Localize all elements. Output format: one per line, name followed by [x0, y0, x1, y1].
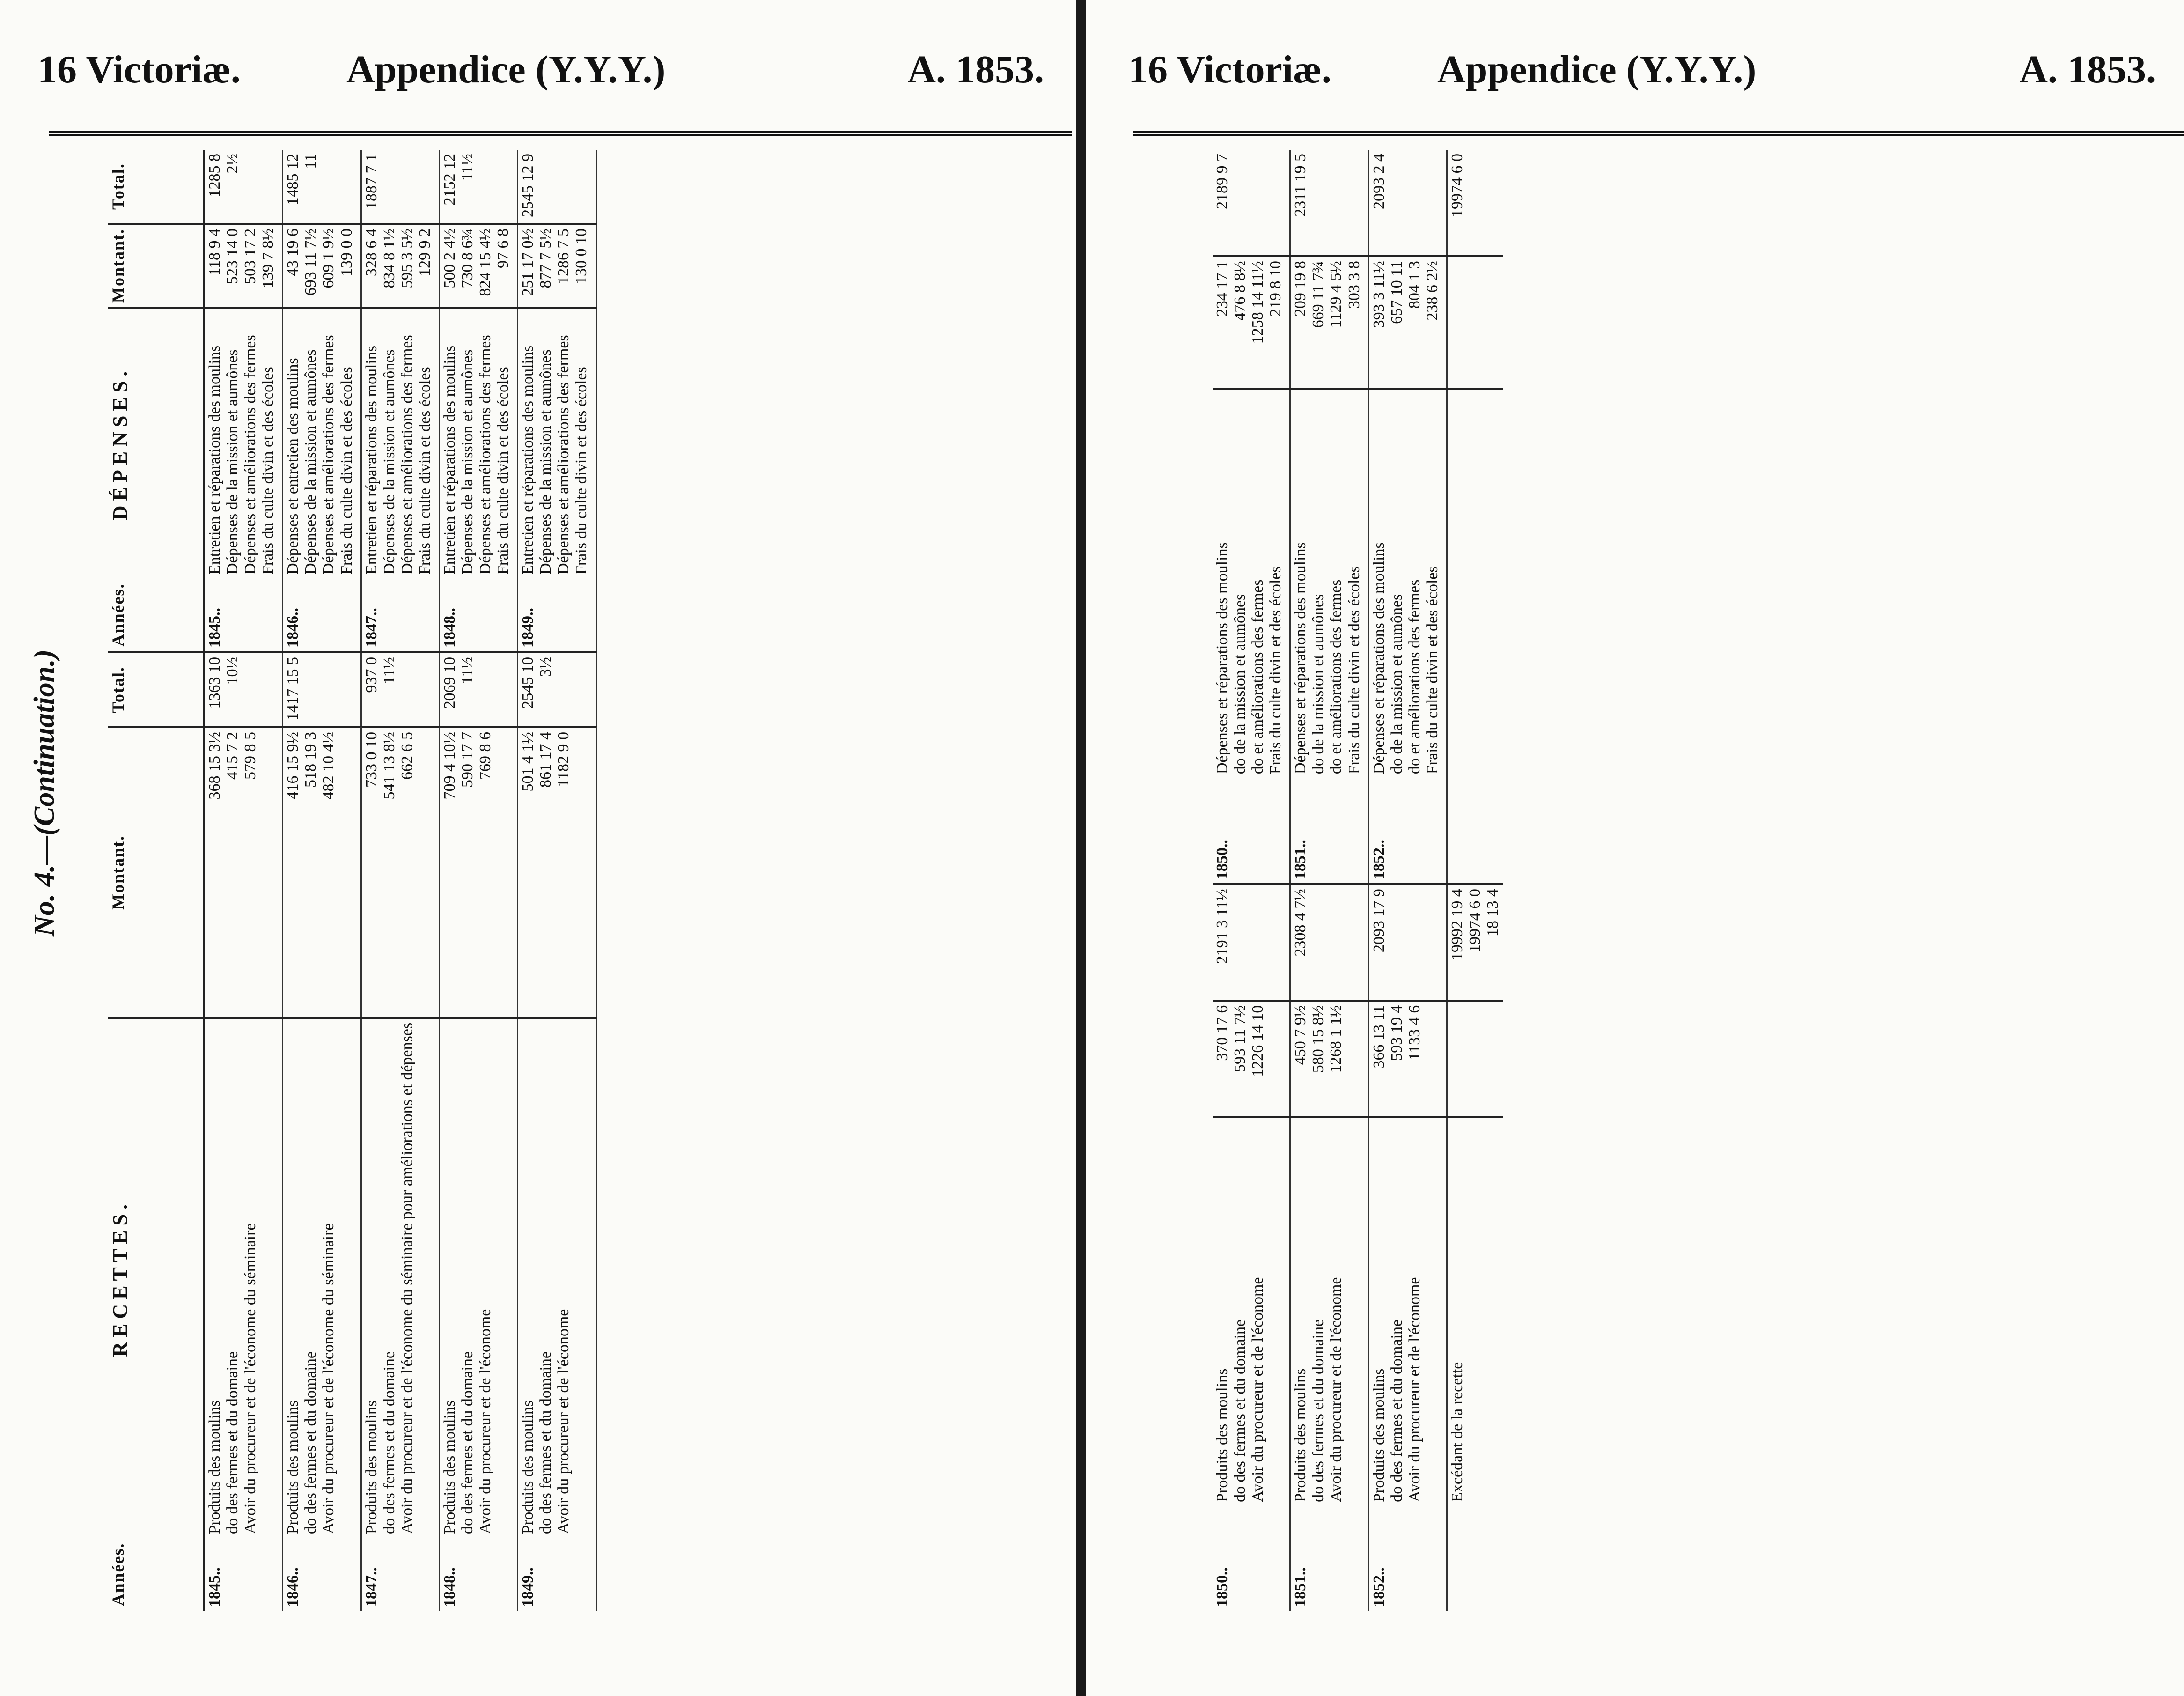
row-year: 1846.. [283, 1538, 361, 1611]
expense-line: Frais du culte divin et des écoles [416, 367, 434, 575]
amount-line: 1182 9 0 [555, 732, 573, 787]
summary-row [1447, 150, 1503, 1611]
receipt-line: do des fermes et du domaine [537, 1351, 555, 1534]
dep-year: 1849.. [518, 578, 596, 652]
amount-line: 450 7 9½ [1292, 1005, 1309, 1065]
row-year: 1851.. [1290, 1506, 1368, 1611]
expense-line: Frais du culte divin et des écoles [1345, 566, 1363, 774]
receipt-line: Produits des moulins [1370, 1368, 1388, 1502]
amount-line: 303 3 8 [1345, 261, 1363, 309]
receipts-cell [283, 1018, 361, 1538]
expense-line: Entretien et réparations des moulins [441, 345, 458, 575]
dep-year: 1847.. [361, 578, 439, 652]
col-annees: Années. [108, 1538, 204, 1611]
table-row [204, 150, 283, 1611]
left-header [37, 47, 1044, 103]
col-recettes: RECETTES. [108, 1018, 204, 1538]
total-cell: 1417 15 5 [283, 652, 361, 727]
expense-line: Dépenses et réparations des moulins [1292, 542, 1309, 774]
header-rule [49, 131, 1072, 136]
amount-line: 733 0 10 [362, 732, 380, 788]
amount-line: 97 6 8 [494, 229, 512, 268]
amount-line: 370 17 6 [1213, 1005, 1231, 1061]
amount-line: 1268 1 1½ [1327, 1005, 1345, 1073]
sum-expenses: 19974 6 0 [1466, 889, 1484, 953]
expense-line: Dépenses de la mission et aumônes [459, 349, 477, 575]
amount-line: 861 17 4 [537, 732, 555, 788]
expense-line: Frais du culte divin et des écoles [1423, 566, 1441, 774]
total-cell: 937 0 11½ [361, 652, 439, 727]
total-cell: 1363 10 10½ [204, 652, 283, 727]
amount-line: 769 8 6 [477, 732, 494, 780]
amount-line: 43 19 6 [284, 229, 302, 276]
summary-label-cell [1447, 1117, 1503, 1506]
amount-line: 139 7 8½ [259, 229, 277, 288]
total-cell: 2191 3 11½ [1213, 884, 1290, 1001]
expenses-cell [518, 308, 596, 578]
row-year: 1845.. [204, 1538, 283, 1611]
expense-line: do de la mission et aumônes [1231, 594, 1249, 774]
dep-year: 1848.. [439, 578, 517, 652]
amount-line: 730 8 6¾ [459, 229, 477, 288]
total-cell: 2308 4 7½ [1290, 884, 1368, 1001]
dep-total-cell: 1485 12 11 [283, 150, 361, 224]
header-year: A. 1853. [907, 48, 1044, 91]
amount-line: 416 15 9½ [284, 732, 302, 800]
receipt-line: Produits des moulins [1213, 1368, 1231, 1502]
amount-line: 662 6 5 [398, 732, 416, 780]
expense-line: do et améliorations des fermes [1327, 579, 1345, 774]
col-total: Total. [108, 652, 204, 727]
book-gutter [1076, 0, 1086, 1696]
amount-line: 523 14 0 [224, 229, 242, 284]
expense-line: Dépenses et améliorations des fermes [398, 335, 416, 575]
expense-line: Frais du culte divin et des écoles [1267, 566, 1285, 774]
amount-line: 593 19 4 [1388, 1005, 1405, 1061]
amount-line: 709 4 10½ [441, 732, 458, 800]
header-appendice: Appendice (Y.Y.Y.) [346, 48, 666, 91]
amount-line: 804 1 3 [1405, 261, 1423, 309]
amount-line: 1286 7 5 [555, 229, 573, 284]
amount-cell [361, 727, 439, 1018]
amount-cell [1290, 1001, 1368, 1117]
table-row [1368, 150, 1447, 1611]
amount-line: 366 13 11 [1370, 1005, 1388, 1069]
expense-line: Dépenses de la mission et aumônes [224, 349, 242, 575]
expense-line: Entretien et réparations des moulins [519, 345, 537, 575]
row-year: 1850.. [1213, 1506, 1290, 1611]
receipt-line: do des fermes et du domaine [459, 1351, 477, 1534]
expense-line: do et améliorations des fermes [1249, 579, 1267, 774]
amount-line: 393 3 11½ [1370, 261, 1388, 328]
table-row [361, 150, 439, 1611]
header-appendice: Appendice (Y.Y.Y.) [1437, 48, 1757, 91]
receipt-line: do des fermes et du domaine [302, 1351, 320, 1534]
expenses-cell [204, 308, 283, 578]
account-table-left [108, 150, 597, 1611]
receipt-line: Produits des moulins [441, 1400, 458, 1534]
header-year: A. 1853. [2019, 48, 2156, 91]
expense-line: Dépenses et améliorations des fermes [320, 335, 338, 575]
amount-line: 251 17 0½ [519, 229, 537, 296]
row-year: 1847.. [361, 1538, 439, 1611]
expense-line: Frais du culte divin et des écoles [259, 367, 277, 575]
row-year: 1848.. [439, 1538, 517, 1611]
amount-line: 476 8 8½ [1231, 261, 1249, 321]
expenses-cell [1213, 389, 1290, 778]
col-montant-dep: Montant. [108, 224, 204, 308]
amount-line: 669 11 7¾ [1309, 261, 1327, 328]
amount-line: 824 15 4½ [477, 229, 494, 296]
amount-line: 579 8 5 [242, 732, 259, 780]
amount-line: 130 0 10 [573, 229, 590, 284]
excedent-label: Excédant de la recette [1448, 1362, 1466, 1502]
header-victoriae: 16 Victoriæ. [1128, 48, 1331, 91]
left-table-rotated [108, 150, 978, 1611]
dep-year: 1846.. [283, 578, 361, 652]
dep-total-cell: 2189 9 7 [1213, 150, 1290, 256]
receipt-line: do des fermes et du domaine [1231, 1319, 1249, 1502]
receipt-line: Avoir du procureur et de l'économe du séminaire [242, 1223, 259, 1534]
amount-line: 139 0 0 [338, 229, 355, 276]
amount-line: 580 15 8½ [1309, 1005, 1327, 1073]
summary-blank [1447, 256, 1503, 389]
dep-total-cell: 2311 19 5 [1290, 150, 1368, 256]
amount-line: 328 6 4 [362, 229, 380, 276]
right-table-rotated [1213, 150, 1713, 1611]
receipt-line: do des fermes et du domaine [1388, 1319, 1405, 1502]
header-victoriae: 16 Victoriæ. [37, 48, 241, 91]
sum-receipts: 19992 19 4 [1448, 889, 1466, 961]
amount-line: 590 17 7 [459, 732, 477, 788]
dep-amount-cell [361, 224, 439, 308]
expense-line: Frais du culte divin et des écoles [494, 367, 512, 575]
dep-amount-cell [1290, 256, 1368, 389]
dep-amount-cell [1213, 256, 1290, 389]
receipt-line: Avoir du procureur et de l'économe [1249, 1277, 1267, 1502]
summary-blank [1447, 1506, 1503, 1611]
dep-amount-cell [439, 224, 517, 308]
expense-line: Dépenses et réparations des moulins [1213, 542, 1231, 774]
amount-line: 501 4 1½ [519, 732, 537, 792]
amount-cell [1213, 1001, 1290, 1117]
dep-year: 1850.. [1213, 778, 1290, 884]
header-rule [1133, 131, 2184, 136]
summary-blank [1447, 778, 1503, 884]
receipts-cell [439, 1018, 517, 1538]
receipt-line: Produits des moulins [206, 1400, 223, 1534]
receipt-line: do des fermes et du domaine [224, 1351, 242, 1534]
table-row [439, 150, 517, 1611]
amount-line: 503 17 2 [242, 229, 259, 284]
col-depenses: DÉPENSES. [108, 308, 204, 578]
receipt-line: Produits des moulins [362, 1400, 380, 1534]
amount-line: 609 1 9½ [320, 229, 338, 288]
amount-line: 219 8 10 [1267, 261, 1285, 317]
dep-amount-cell [204, 224, 283, 308]
summary-total-cell [1447, 884, 1503, 1001]
excedent-value: 18 13 4 [1484, 889, 1502, 937]
amount-line: 500 2 4½ [441, 229, 458, 288]
expenses-cell [1290, 389, 1368, 778]
table-row [518, 150, 596, 1611]
dep-total-cell: 2152 12 11½ [439, 150, 517, 224]
receipts-cell [204, 1018, 283, 1538]
amount-line: 595 3 5½ [398, 229, 416, 288]
amount-line: 1258 14 11½ [1249, 261, 1267, 344]
row-year: 1852.. [1368, 1506, 1447, 1611]
receipts-cell [1368, 1117, 1447, 1506]
dep-amount-cell [518, 224, 596, 308]
row-year: 1849.. [518, 1538, 596, 1611]
dep-amount-cell [283, 224, 361, 308]
amount-line: 234 17 1 [1213, 261, 1231, 317]
total-cell: 2545 10 3½ [518, 652, 596, 727]
receipt-line: Avoir du procureur et de l'économe [477, 1309, 494, 1534]
grand-total-dep: 19974 6 0 [1447, 150, 1503, 256]
dep-total-cell: 2093 2 4 [1368, 150, 1447, 256]
receipt-line: Avoir du procureur et de l'économe [1405, 1277, 1423, 1502]
expense-line: do de la mission et aumônes [1388, 594, 1405, 774]
expenses-cell [1368, 389, 1447, 778]
amount-line: 368 15 3½ [206, 732, 223, 800]
amount-line: 1226 14 10 [1249, 1005, 1267, 1077]
expense-line: Entretien et réparations des moulins [362, 345, 380, 575]
receipts-cell [1213, 1117, 1290, 1506]
expense-line: Entretien et réparations des moulins [206, 345, 223, 575]
amount-cell [1368, 1001, 1447, 1117]
col-montant: Montant. [108, 727, 204, 1018]
summary-blank [1447, 389, 1503, 778]
expense-line: do de la mission et aumônes [1309, 594, 1327, 774]
amount-cell [204, 727, 283, 1018]
dep-total-cell: 1887 7 1 [361, 150, 439, 224]
expenses-cell [283, 308, 361, 578]
receipt-line: Avoir du procureur et de l'économe [1327, 1277, 1345, 1502]
account-table-right [1213, 150, 1503, 1611]
amount-line: 518 19 3 [302, 732, 320, 788]
amount-line: 541 13 8½ [380, 732, 398, 800]
col-total-dep: Total. [108, 150, 204, 224]
summary-amount-cell [1447, 1001, 1503, 1117]
amount-line: 834 8 1½ [380, 229, 398, 288]
expenses-cell [361, 308, 439, 578]
right-page [1091, 0, 2184, 1696]
total-cell: 2093 17 9 [1368, 884, 1447, 1001]
amount-line: 415 7 2 [224, 732, 242, 780]
expense-line: Dépenses et entretien des moulins [284, 358, 302, 575]
dep-total-cell: 2545 12 9 [518, 150, 596, 224]
amount-line: 482 10 4½ [320, 732, 338, 800]
amount-line: 1133 4 6 [1405, 1005, 1423, 1061]
expense-line: Dépenses de la mission et aumônes [537, 349, 555, 575]
table-row [283, 150, 361, 1611]
amount-cell [518, 727, 596, 1018]
amount-line: 877 7 5½ [537, 229, 555, 288]
amount-line: 657 10 11 [1388, 261, 1405, 324]
amount-line: 238 6 2½ [1423, 261, 1441, 321]
expense-line: Dépenses et améliorations des fermes [555, 335, 573, 575]
left-page [0, 0, 1072, 1696]
receipt-line: Produits des moulins [1292, 1368, 1309, 1502]
dep-total-cell: 1285 8 2½ [204, 150, 283, 224]
amount-line: 209 19 8 [1292, 261, 1309, 317]
receipt-line: Produits des moulins [519, 1400, 537, 1534]
receipt-line: Avoir du procureur et de l'économe du séminaire pour améliorations et dépenses [398, 1022, 416, 1534]
dep-year: 1851.. [1290, 778, 1368, 884]
receipt-line: Avoir du procureur et de l'économe [555, 1309, 573, 1534]
amount-line: 693 11 7½ [302, 229, 320, 296]
receipt-line: Produits des moulins [284, 1400, 302, 1534]
dep-amount-cell [1368, 256, 1447, 389]
amount-line: 1129 4 5½ [1327, 261, 1345, 328]
amount-cell [283, 727, 361, 1018]
expense-line: Dépenses de la mission et aumônes [302, 349, 320, 575]
table-row [1290, 150, 1368, 1611]
expense-line: Dépenses et réparations des moulins [1370, 542, 1388, 774]
expense-line: Dépenses et améliorations des fermes [242, 335, 259, 575]
expense-line: do et améliorations des fermes [1405, 579, 1423, 774]
expense-line: Dépenses de la mission et aumônes [380, 349, 398, 575]
table-row [1213, 150, 1290, 1611]
col-annees-dep: Années. [108, 578, 204, 652]
amount-line: 118 9 4 [206, 229, 223, 276]
expense-line: Frais du culte divin et des écoles [573, 367, 590, 575]
right-header [1128, 47, 2156, 103]
expense-line: Dépenses et améliorations des fermes [477, 335, 494, 575]
receipts-cell [1290, 1117, 1368, 1506]
receipt-line: Avoir du procureur et de l'économe du séminaire [320, 1223, 338, 1534]
receipt-line: do des fermes et du domaine [380, 1351, 398, 1534]
table-title: No. 4.—(Continuation.) [29, 649, 60, 936]
dep-year: 1852.. [1368, 778, 1447, 884]
receipts-cell [518, 1018, 596, 1538]
receipts-cell [361, 1018, 439, 1538]
amount-line: 593 11 7½ [1231, 1005, 1249, 1072]
dep-year: 1845.. [204, 578, 283, 652]
amount-line: 129 9 2 [416, 229, 434, 276]
amount-cell [439, 727, 517, 1018]
receipt-line: do des fermes et du domaine [1309, 1319, 1327, 1502]
total-cell: 2069 10 11½ [439, 652, 517, 727]
expense-line: Frais du culte divin et des écoles [338, 367, 355, 575]
expenses-cell [439, 308, 517, 578]
